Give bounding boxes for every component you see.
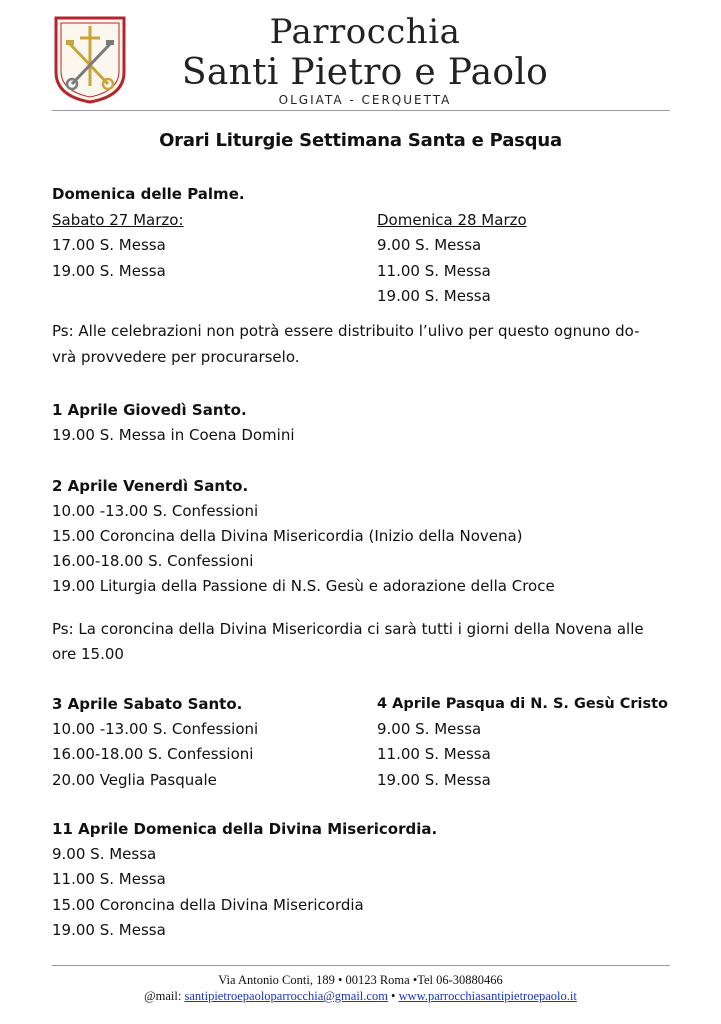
- footer-contacts: [0, 989, 721, 1004]
- giovedi-item: 19.00 S. Messa in Coena Domini: [52, 426, 295, 444]
- footer-email-link[interactable]: santipietroepaoloparrocchia@gmail.com: [184, 989, 388, 1003]
- venerdi-note: ore 15.00: [52, 645, 124, 663]
- sabato-item: 16.00-18.00 S. Confessioni: [52, 745, 254, 763]
- venerdi-item: 15.00 Coroncina della Divina Misericordia (Inizio della Novena): [52, 527, 523, 545]
- header-line1: Parrocchia: [269, 12, 461, 52]
- pasqua-item: 11.00 S. Messa: [377, 745, 491, 763]
- venerdi-item: 19.00 Liturgia della Passione di N.S. Gesù e adorazione della Croce: [52, 577, 555, 595]
- palme-note: Ps: Alle celebrazioni non potrà essere distribuito l’ulivo per questo ognuno do-: [52, 322, 640, 340]
- palme-right-heading: Domenica 28 Marzo: [377, 211, 527, 229]
- giovedi-heading: 1 Aprile Giovedì Santo.: [52, 401, 247, 419]
- sabato-item: 10.00 -13.00 S. Confessioni: [52, 720, 259, 738]
- misericordia-heading: 11 Aprile Domenica della Divina Misericordia.: [52, 820, 438, 838]
- footer-separator: •: [387, 989, 399, 1003]
- venerdi-item: 10.00 -13.00 S. Confessioni: [52, 502, 259, 520]
- palme-right-item: 9.00 S. Messa: [377, 236, 482, 254]
- footer-divider: [52, 965, 670, 966]
- venerdi-note: Ps: La coroncina della Divina Misericordia ci sarà tutti i giorni della Novena alle: [52, 620, 644, 638]
- misericordia-item: 15.00 Coroncina della Divina Misericordia: [52, 896, 364, 914]
- header-divider: [52, 110, 670, 111]
- palme-heading: Domenica delle Palme.: [52, 185, 245, 203]
- sabato-item: 20.00 Veglia Pasquale: [52, 771, 217, 789]
- sabato-heading: 3 Aprile Sabato Santo.: [52, 695, 243, 713]
- palme-right-item: 11.00 S. Messa: [377, 262, 491, 280]
- palme-left-item: 19.00 S. Messa: [52, 262, 166, 280]
- pasqua-heading: 4 Aprile Pasqua di N. S. Gesù Cristo: [377, 696, 669, 712]
- header-subtitle: OLGIATA - CERQUETTA: [278, 93, 452, 107]
- footer-address: Via Antonio Conti, 189 • 00123 Roma •Tel 06-30880466: [218, 973, 503, 987]
- palme-note: vrà provvedere per procurarselo.: [52, 348, 300, 366]
- venerdi-item: 16.00-18.00 S. Confessioni: [52, 552, 254, 570]
- misericordia-item: 11.00 S. Messa: [52, 870, 166, 888]
- pasqua-item: 19.00 S. Messa: [377, 771, 491, 789]
- palme-left-item: 17.00 S. Messa: [52, 236, 166, 254]
- document-title: Orari Liturgie Settimana Santa e Pasqua: [159, 130, 562, 151]
- footer-website-link[interactable]: www.parrocchiasantipietroepaolo.it: [398, 989, 577, 1003]
- pasqua-item: 9.00 S. Messa: [377, 720, 482, 738]
- misericordia-item: 19.00 S. Messa: [52, 921, 166, 939]
- footer-mail-label: @mail:: [144, 989, 185, 1003]
- header-line2: Santi Pietro e Paolo: [181, 52, 549, 93]
- misericordia-item: 9.00 S. Messa: [52, 845, 157, 863]
- venerdi-heading: 2 Aprile Venerdì Santo.: [52, 477, 249, 495]
- parish-crest-icon: [52, 14, 128, 104]
- palme-left-heading: Sabato 27 Marzo:: [52, 211, 184, 229]
- palme-right-item: 19.00 S. Messa: [377, 287, 491, 305]
